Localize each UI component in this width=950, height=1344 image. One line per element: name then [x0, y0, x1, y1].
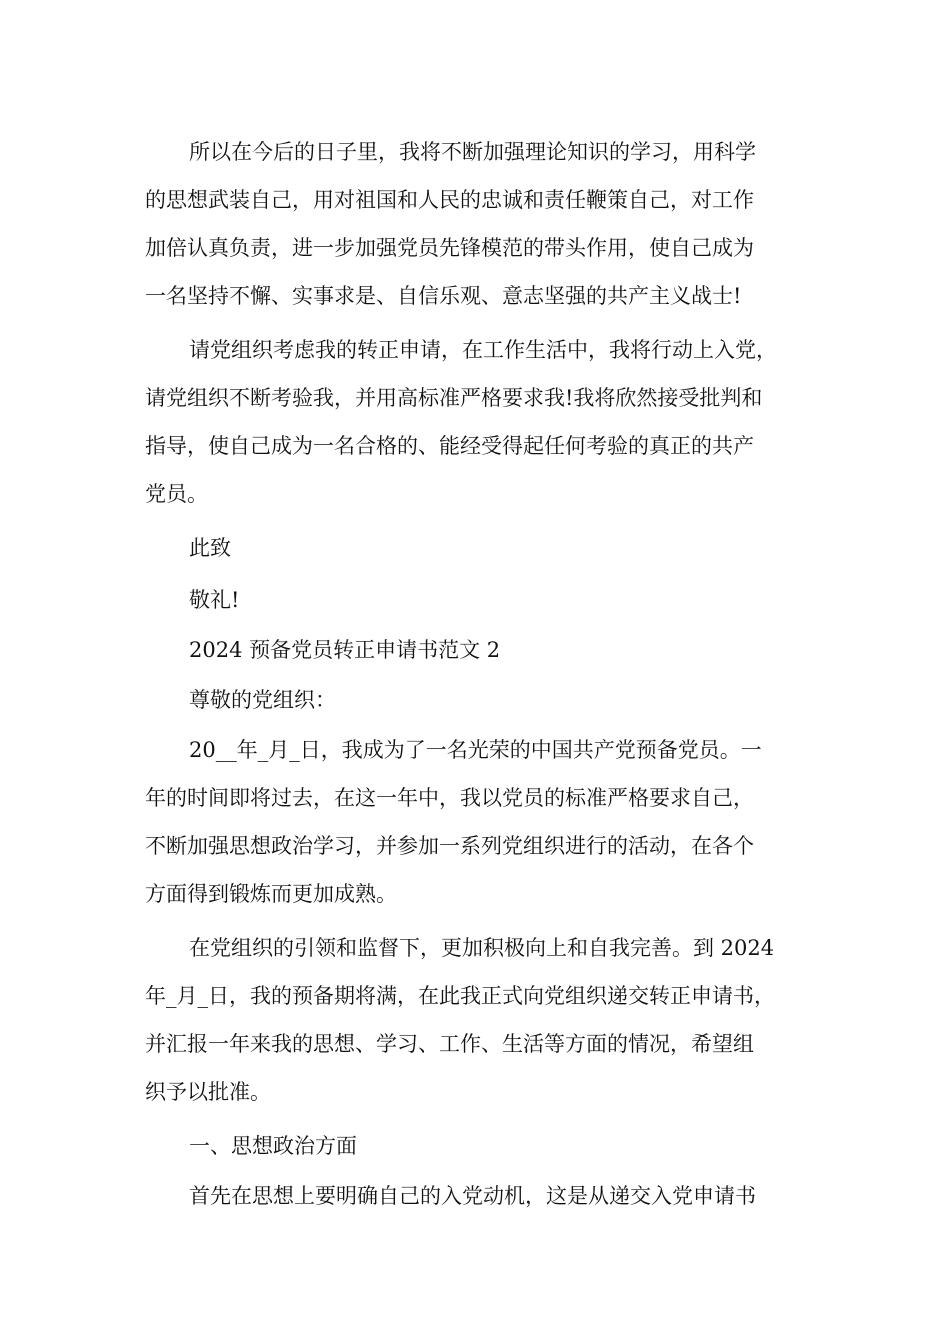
paragraph-4-line-2: 年_月_日，我的预备期将满，在此我正式向党组织递交转正申请书， — [145, 984, 775, 1008]
closing-regards: 敬礼! — [189, 588, 240, 612]
paragraph-3-line-2: 年的时间即将过去，在这一年中，我以党员的标准严格要求自己， — [145, 786, 754, 810]
paragraph-4-line-3: 并汇报一年来我的思想、学习、工作、生活等方面的情况，希望组 — [145, 1032, 754, 1056]
paragraph-2-line-2: 请党组织不断考验我，并用高标准严格要求我!我将欣然接受批判和 — [145, 386, 763, 410]
paragraph-3-line-4: 方面得到锻炼而更加成熟。 — [145, 882, 397, 906]
paragraph-4-line-1: 在党组织的引领和监督下，更加积极向上和自我完善。到 2024 — [189, 936, 775, 960]
paragraph-3-line-3: 不断加强思想政治学习，并参加一系列党组织进行的活动，在各个 — [145, 834, 754, 858]
letter-greeting: 尊敬的党组织： — [189, 688, 336, 712]
paragraph-1-line-4: 一名坚持不懈、实事求是、自信乐观、意志坚强的共产主义战士! — [145, 284, 742, 308]
paragraph-1-line-2: 的思想武装自己，用对祖国和人民的忠诚和责任鞭策自己，对工作 — [145, 188, 754, 212]
paragraph-1-line-3: 加倍认真负责，进一步加强党员先锋模范的带头作用，使自己成为 — [145, 236, 754, 260]
paragraph-2-line-3: 指导，使自己成为一名合格的、能经受得起任何考验的真正的共产 — [145, 434, 754, 458]
section-title: 2024 预备党员转正申请书范文 2 — [189, 638, 501, 662]
paragraph-1-line-1: 所以在今后的日子里，我将不断加强理论知识的学习，用科学 — [189, 140, 756, 164]
paragraph-2-line-4: 党员。 — [145, 482, 208, 506]
paragraph-2-line-1: 请党组织考虑我的转正申请，在工作生活中，我将行动上入党， — [189, 338, 777, 362]
closing-salutation: 此致 — [189, 536, 231, 560]
paragraph-5-line-1: 首先在思想上要明确自己的入党动机，这是从递交入党申请书 — [189, 1184, 756, 1208]
subsection-heading: 一、思想政治方面 — [189, 1134, 357, 1158]
paragraph-3-line-1: 20__年_月_日，我成为了一名光荣的中国共产党预备党员。一 — [189, 738, 762, 762]
paragraph-4-line-4: 织予以批准。 — [145, 1080, 271, 1104]
